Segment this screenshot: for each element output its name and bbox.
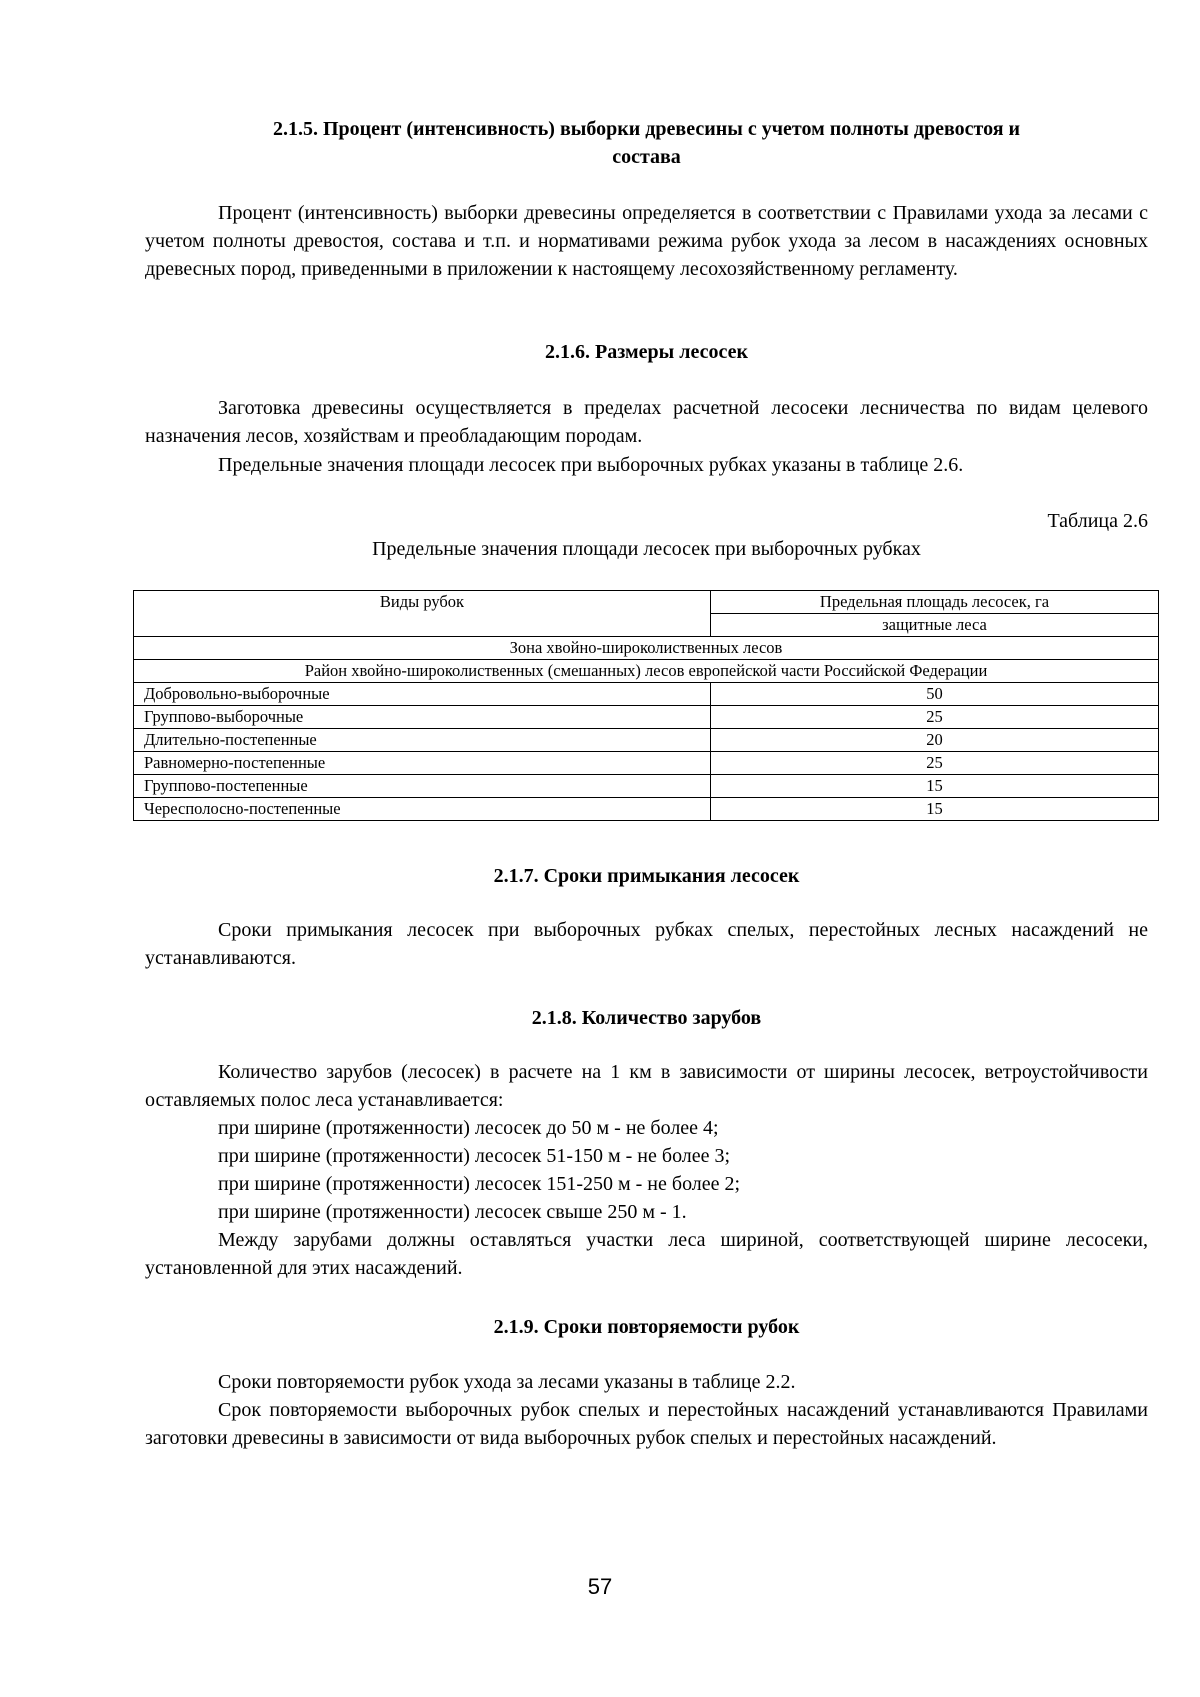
cutting-type-cell: Длительно-постепенные (134, 729, 711, 752)
section-heading-2-1-6: 2.1.6. Размеры лесосек (545, 341, 748, 363)
paragraph-2-1-9-a: Сроки повторяемости рубок ухода за лесами указаны в таблице 2.2. (218, 1371, 796, 1393)
paragraph-2-1-8-a: Количество зарубов (лесосек) в расчете на 1 км в зависимости от ширины лесосек, ветроустойчивости оставляемых полос леса устанавливается: (145, 1061, 1148, 1111)
table-zone-row (134, 637, 1159, 660)
table-header-row (134, 591, 1159, 614)
max-area-cell: 15 (711, 798, 1159, 821)
table-region-row (134, 660, 1159, 683)
table-row (134, 752, 1159, 775)
cutting-type-cell: Чересполосно-постепенные (134, 798, 711, 821)
page-number: 57 (587, 1574, 613, 1599)
table-row (134, 683, 1159, 706)
section-heading-2-1-5 (145, 115, 1148, 171)
section-heading-2-1-7: 2.1.7. Сроки примыкания лесосек (493, 865, 800, 887)
max-area-cell: 25 (711, 706, 1159, 729)
table-row (134, 798, 1159, 821)
heading-line: 2.1.5. Процент (интенсивность) выборки древесины с учетом полноты древостоя и (272, 118, 1021, 140)
cutting-type-cell: Группово-выборочные (134, 706, 711, 729)
table-row (134, 729, 1159, 752)
paragraph-2-1-6-b: Предельные значения площади лесосек при выборочных рубках указаны в таблице 2.6. (218, 454, 964, 476)
max-area-cell: 25 (711, 752, 1159, 775)
table-caption: Предельные значения площади лесосек при выборочных рубках (372, 538, 921, 560)
paragraph-2-1-9-b: Срок повторяемости выборочных рубок спелых и перестойных насаждений устанавливаются Правилами заготовки древесины в зависимости от вида выборочных рубок спелых и перестойных насаждений. (145, 1399, 1148, 1449)
cutting-type-cell: Группово-постепенные (134, 775, 711, 798)
max-area-cell: 20 (711, 729, 1159, 752)
heading-line: состава (612, 146, 681, 168)
table-label: Таблица 2.6 (1047, 510, 1148, 532)
list-item: при ширине (протяженности) лесосек свыше 250 м - 1. (218, 1201, 687, 1223)
zone-cell: Зона хвойно-широколиственных лесов (134, 637, 1159, 660)
cutting-type-cell: Равномерно-постепенные (134, 752, 711, 775)
section-heading-2-1-9: 2.1.9. Сроки повторяемости рубок (493, 1316, 800, 1338)
cutting-area-limits-table (133, 590, 1159, 821)
header-cell-protective-forests: защитные леса (711, 614, 1159, 637)
region-cell: Район хвойно-широколиственных (смешанных) лесов европейской части Российской Федерации (134, 660, 1159, 683)
paragraph-2-1-8-b: Между зарубами должны оставляться участки леса шириной, соответствующей ширине лесосеки, установленной для этих насаждений. (145, 1229, 1148, 1279)
list-item: при ширине (протяженности) лесосек 51-150 м - не более 3; (218, 1145, 731, 1167)
header-cell-max-area: Предельная площадь лесосек, га (711, 591, 1159, 614)
max-area-cell: 50 (711, 683, 1159, 706)
cutting-type-cell: Добровольно-выборочные (134, 683, 711, 706)
table-row (134, 706, 1159, 729)
section-heading-2-1-8: 2.1.8. Количество зарубов (531, 1007, 762, 1029)
list-item: при ширине (протяженности) лесосек 151-250 м - не более 2; (218, 1173, 741, 1195)
header-cell-cutting-types: Виды рубок (134, 591, 711, 637)
paragraph-2-1-6-a: Заготовка древесины осуществляется в пределах расчетной лесосеки лесничества по видам целевого назначения лесов, хозяйствам и преобладающим породам. (145, 397, 1148, 447)
paragraph-2-1-7: Сроки примыкания лесосек при выборочных рубках спелых, перестойных лесных насаждений не устанавливаются. (145, 919, 1148, 969)
paragraph-2-1-5: Процент (интенсивность) выборки древесины определяется в соответствии с Правилами ухода за лесами с учетом полноты древостоя, состава и т.п. и нормативами режима рубок ухода за лесом в насаждениях основных древесных пород, приведенными в приложении к настоящему лесохозяйственному регламенту. (145, 202, 1148, 280)
list-item: при ширине (протяженности) лесосек до 50 м - не более 4; (218, 1117, 719, 1139)
table-row (134, 775, 1159, 798)
max-area-cell: 15 (711, 775, 1159, 798)
